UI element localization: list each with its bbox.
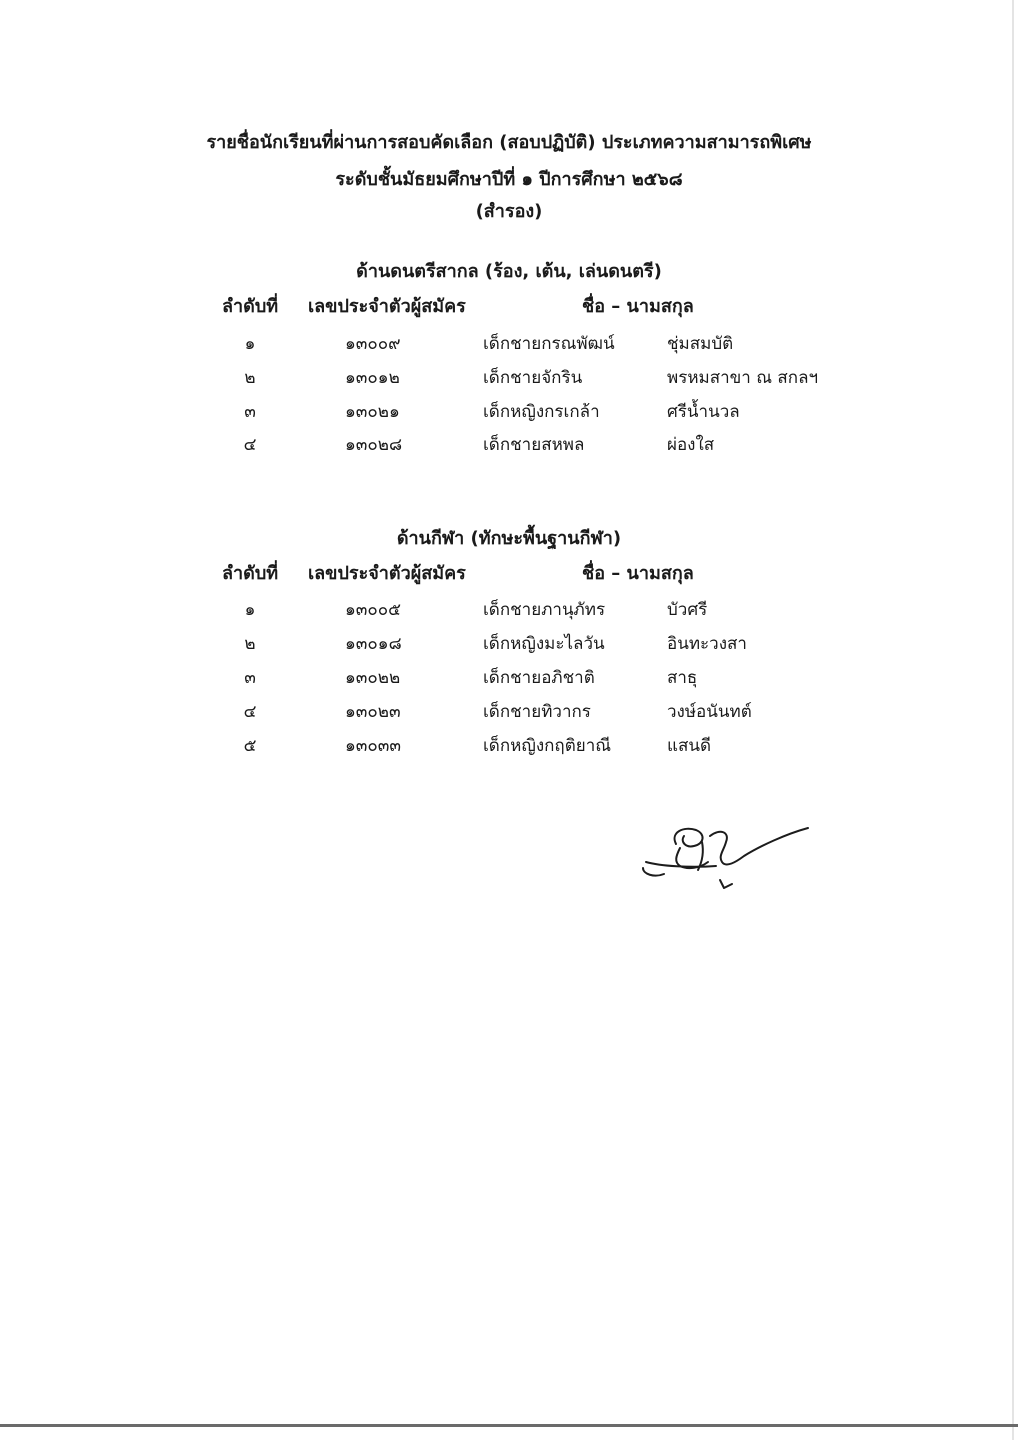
row-first-name: เด็กหญิงมะไลวัน [483,634,605,654]
row-first-name: เด็กชายสหพล [483,435,585,455]
header-applicant-id: เลขประจำตัวผู้สมัคร [308,563,466,584]
header-order: ลำดับที่ [222,296,279,317]
table-row [0,365,1018,391]
row-last-name: สาธุ [667,668,698,688]
document-title-line-3: (สำรอง) [475,201,543,222]
row-order: ๓ [244,402,256,422]
header-applicant-id: เลขประจำตัวผู้สมัคร [308,296,466,317]
table-row [0,699,1018,725]
row-applicant-id: ๑๓๐๒๓ [345,702,401,722]
row-first-name: เด็กชายอภิชาติ [483,668,595,688]
table-row [0,631,1018,657]
document-title-line-1: รายชื่อนักเรียนที่ผ่านการสอบคัดเลือก (สอบปฏิบัติ) ประเภทความสามารถพิเศษ [206,132,812,153]
row-order: ๑ [244,600,256,620]
row-first-name: เด็กชายจักริน [483,368,583,388]
signature-image [640,822,815,897]
row-order: ๒ [244,634,256,654]
row-last-name: ผ่องใส [667,435,715,455]
row-applicant-id: ๑๓๐๒๑ [345,402,400,422]
table-row [0,665,1018,691]
scan-edge-shadow [1012,0,1014,1440]
header-order: ลำดับที่ [222,563,279,584]
row-first-name: เด็กหญิงกฤติยาณี [483,736,612,756]
table-row [0,399,1018,425]
section-title-sports: ด้านกีฬา (ทักษะพื้นฐานกีฬา) [396,528,622,549]
table-row [0,432,1018,458]
row-last-name: ชุ่มสมบัติ [667,334,734,354]
table-row [0,733,1018,759]
header-name: ชื่อ – นามสกุล [582,296,694,317]
row-applicant-id: ๑๓๐๐๙ [345,334,401,354]
document-title-line-2: ระดับชั้นมัธยมศึกษาปีที่ ๑ ปีการศึกษา ๒๕๖๘ [335,169,683,190]
row-first-name: เด็กชายกรณพัฒน์ [483,334,615,354]
table-row [0,331,1018,357]
row-order: ๓ [244,668,256,688]
row-order: ๑ [244,334,256,354]
row-first-name: เด็กชายภานุภัทร [483,600,606,620]
row-applicant-id: ๑๓๐๓๓ [345,736,402,756]
row-applicant-id: ๑๓๐๒๒ [345,668,401,688]
row-order: ๒ [244,368,256,388]
row-order: ๔ [243,702,257,722]
row-last-name: ศรีน้ำนวล [667,402,740,422]
row-last-name: วงษ์อนันทต์ [667,702,752,722]
section-title-music: ด้านดนตรีสากล (ร้อง, เต้น, เล่นดนตรี) [356,261,662,282]
row-last-name: บัวศรี [667,600,708,620]
row-last-name: แสนดี [667,736,711,756]
row-first-name: เด็กชายทิวากร [483,702,591,722]
row-order: ๕ [243,736,257,756]
row-applicant-id: ๑๓๐๒๘ [345,435,403,455]
row-first-name: เด็กหญิงกรเกล้า [483,402,600,422]
row-last-name: พรหมสาขา ณ สกลฯ [667,368,819,388]
row-applicant-id: ๑๓๐๑๘ [345,634,402,654]
row-order: ๔ [243,435,257,455]
row-applicant-id: ๑๓๐๐๕ [345,600,402,620]
row-last-name: อินทะวงสา [667,634,747,654]
bottom-border-line [0,1424,1018,1427]
table-row [0,597,1018,623]
header-name: ชื่อ – นามสกุล [582,563,694,584]
row-applicant-id: ๑๓๐๑๒ [345,368,400,388]
